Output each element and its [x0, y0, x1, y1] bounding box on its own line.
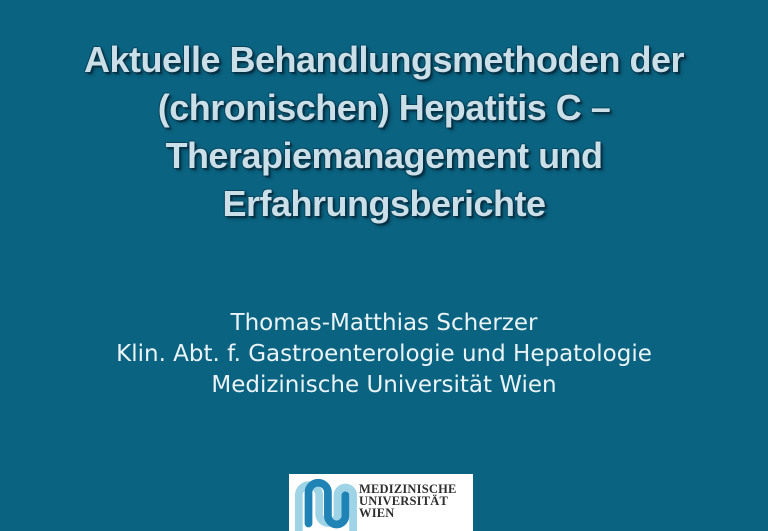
meduni-wien-logo [289, 474, 473, 531]
slide-title [0, 36, 768, 228]
author-block [0, 308, 768, 401]
logo-wordmark [359, 483, 457, 519]
title-line: (chronischen) Hepatitis C – [157, 87, 611, 128]
logo-text-line: WIEN [359, 506, 395, 520]
title-line: Erfahrungsberichte [222, 183, 546, 224]
title-line: Therapiemanagement und [165, 135, 603, 176]
meduni-wien-monogram-icon [293, 476, 357, 531]
author-department: Klin. Abt. f. Gastroenterologie und Hepatologie [116, 341, 652, 367]
logo-text-line: MEDIZINISCHE [359, 482, 457, 496]
author-name: Thomas-Matthias Scherzer [230, 310, 538, 336]
logo-text-line: UNIVERSITÄT [359, 494, 449, 508]
author-institution: Medizinische Universität Wien [211, 372, 557, 398]
title-line: Aktuelle Behandlungsmethoden der [83, 39, 685, 80]
